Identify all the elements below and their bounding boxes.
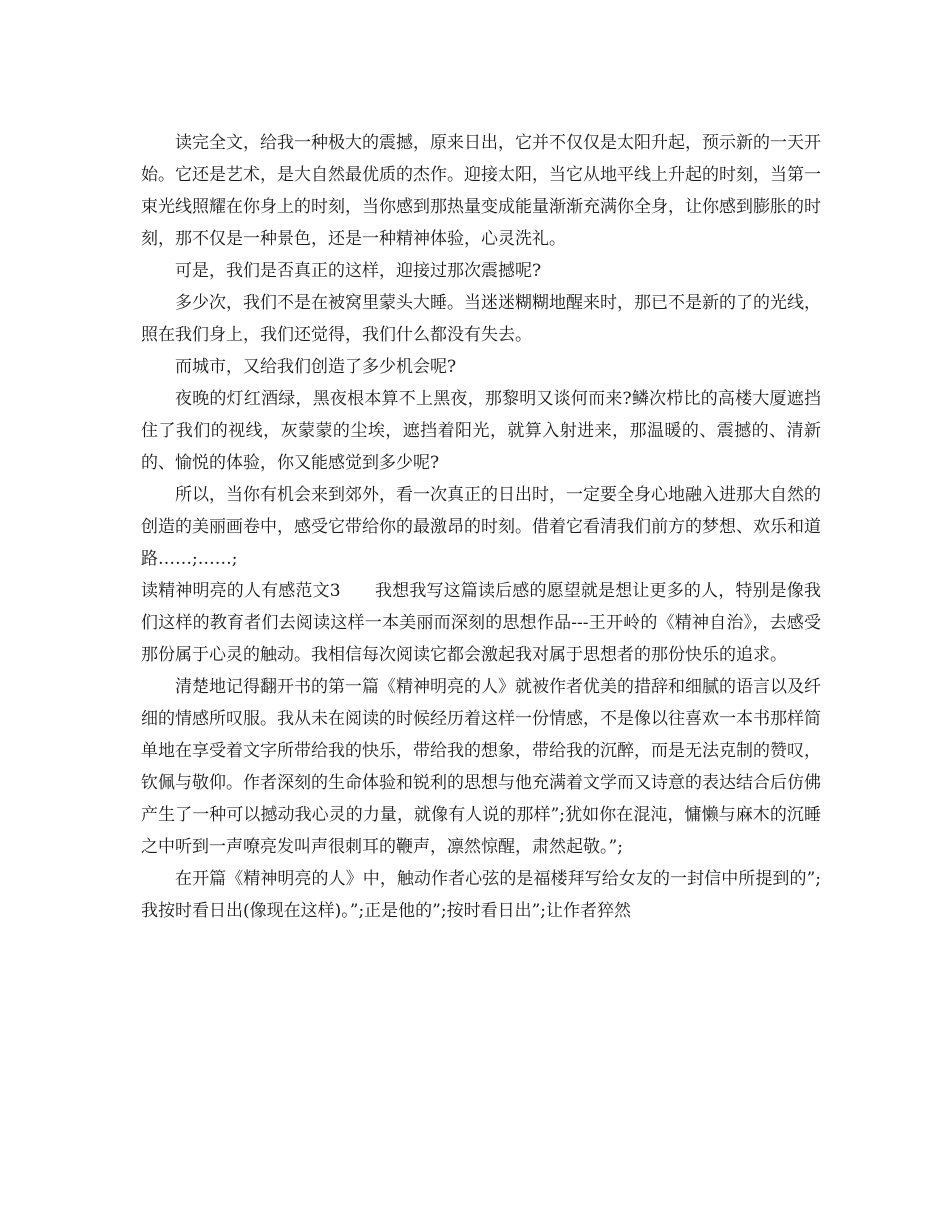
paragraph-6: 所以，当你有机会来到郊外，看一次真正的日出时，一定要全身心地融入进那大自然的创造的美丽画卷中，感受它带给你的最激昂的时刻。借着它看清我们前方的梦想、欢乐和道路……;……;	[141, 485, 821, 569]
paragraph-9: 在开篇《精神明亮的人》中，触动作者心弦的是福楼拜写给女友的一封信中所提到的”;我按时看日出(像现在这样)。”;正是他的”;按时看日出”;让作者猝然	[141, 869, 821, 921]
paragraph-4: 而城市，又给我们创造了多少机会呢?	[175, 357, 457, 377]
paragraph-1: 读完全文，给我一种极大的震撼，原来日出，它并不仅仅是太阳升起，预示新的一天开始。它还是艺术，是大自然最优质的杰作。迎接太阳，当它从地平线上升起的时刻，当第一束光线照耀在你身上的时刻，当你感到那热量变成能量渐渐充满你全身，让你感到膨胀的时刻，那不仅是一种景色，还是一种精神体验，心灵洗礼。	[141, 133, 821, 249]
paragraph-3: 多少次，我们不是在被窝里蒙头大睡。当迷迷糊糊地醒来时，那已不是新的了的光线，照在我们身上，我们还觉得，我们什么都没有失去。	[141, 293, 821, 345]
paragraph-7-section-heading: 读精神明亮的人有感范文3 我想我写这篇读后感的愿望就是想让更多的人，特别是像我们这样的教育者们去阅读这样一本美丽而深刻的思想作品---王开岭的《精神自治》，去感受那份属于心灵的触动。我相信每次阅读它都会激起我对属于思想者的那份快乐的追求。	[141, 581, 821, 665]
document-body	[141, 127, 821, 927]
paragraph-2: 可是，我们是否真正的这样，迎接过那次震撼呢?	[175, 261, 542, 281]
paragraph-8: 清楚地记得翻开书的第一篇《精神明亮的人》就被作者优美的措辞和细腻的语言以及纤细的情感所叹服。我从未在阅读的时候经历着这样一份情感，不是像以往喜欢一本书那样简单地在享受着文字所带给我的快乐，带给我的想象，带给我的沉醉，而是无法克制的赞叹，钦佩与敬仰。作者深刻的生命体验和锐利的思想与他充满着文学而又诗意的表达结合后仿佛产生了一种可以撼动我心灵的力量，就像有人说的那样”;犹如你在混沌，慵懒与麻木的沉睡之中听到一声嘹亮发叫声很刺耳的鞭声，凛然惊醒，肃然起敬。”;	[141, 677, 821, 857]
paragraph-5: 夜晚的灯红酒绿，黑夜根本算不上黑夜，那黎明又谈何而来?鳞次栉比的高楼大厦遮挡住了我们的视线，灰蒙蒙的尘埃，遮挡着阳光，就算入射进来，那温暖的、震撼的、清新的、愉悦的体验，你又能感觉到多少呢?	[141, 389, 821, 473]
